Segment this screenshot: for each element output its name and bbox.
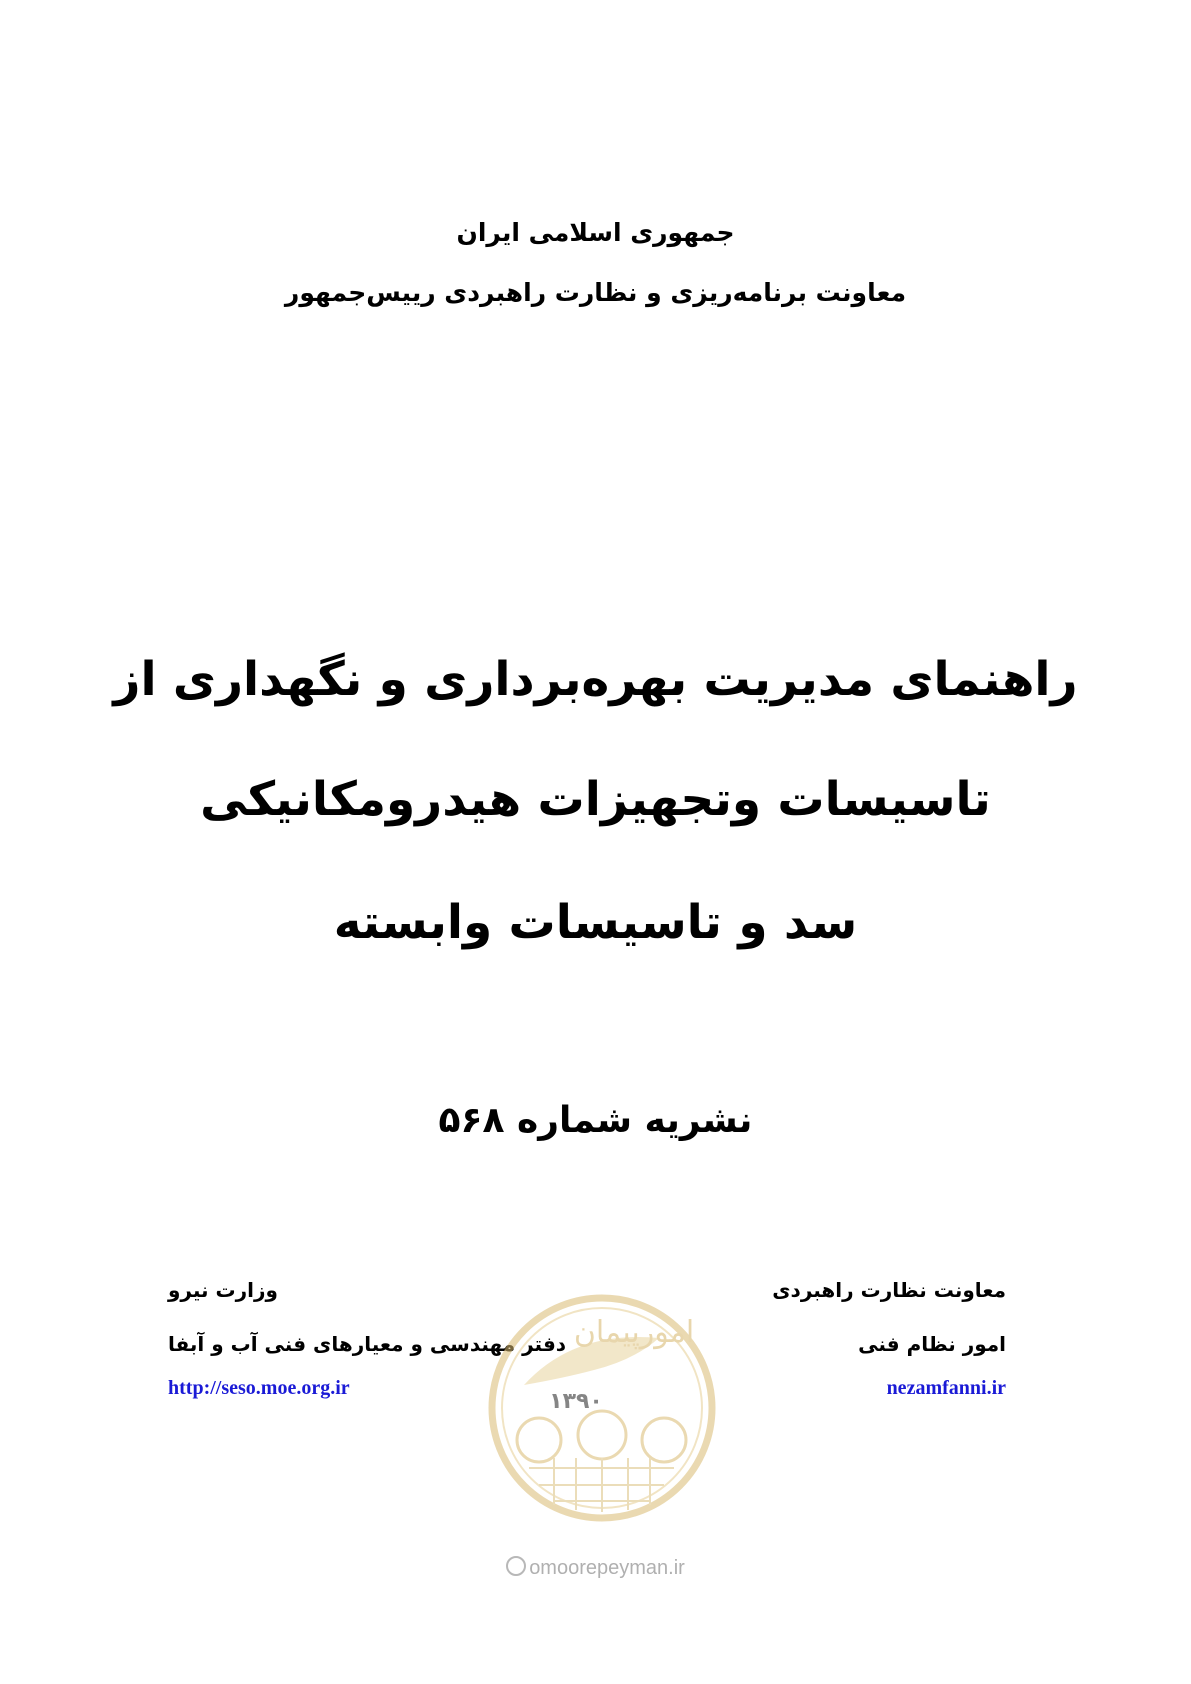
title-line-3: سد و تاسیسات وابسته [333,895,858,950]
right-org-line-2: امور نظام فنی [858,1332,1006,1356]
title-line-1: راهنمای مدیریت بهره‌برداری و نگهداری از [113,652,1078,707]
seal-year: ۱۳۹۰ [549,1389,603,1414]
left-org-line-1: وزارت نیرو [168,1278,278,1302]
title-line-2: تاسیسات وتجهیزات هیدرومکانیکی [200,772,991,827]
left-org-line-2: دفتر مهندسی و معیارهای فنی آب و آبفا [168,1332,567,1356]
seal-script: امورپیمان [573,1315,695,1350]
header-organization: معاونت برنامه‌ریزی و نظارت راهبردی رییس‌جمهور [284,278,907,307]
watermark-text: omoorepeyman.ir [529,1557,685,1579]
seal-logo [484,1290,720,1526]
left-org-url-link[interactable]: http://seso.moe.org.ir [168,1377,350,1399]
seal-gears [517,1411,686,1462]
right-org-url-link[interactable]: nezamfanni.ir [886,1377,1006,1399]
right-org-line-1: معاونت نظارت راهبردی [772,1278,1006,1302]
instagram-icon [506,1556,526,1576]
watermark [0,1556,1191,1580]
header-country: جمهوری اسلامی ایران [456,218,735,247]
publication-number: نشریه شماره ۵۶۸ [438,1100,753,1141]
